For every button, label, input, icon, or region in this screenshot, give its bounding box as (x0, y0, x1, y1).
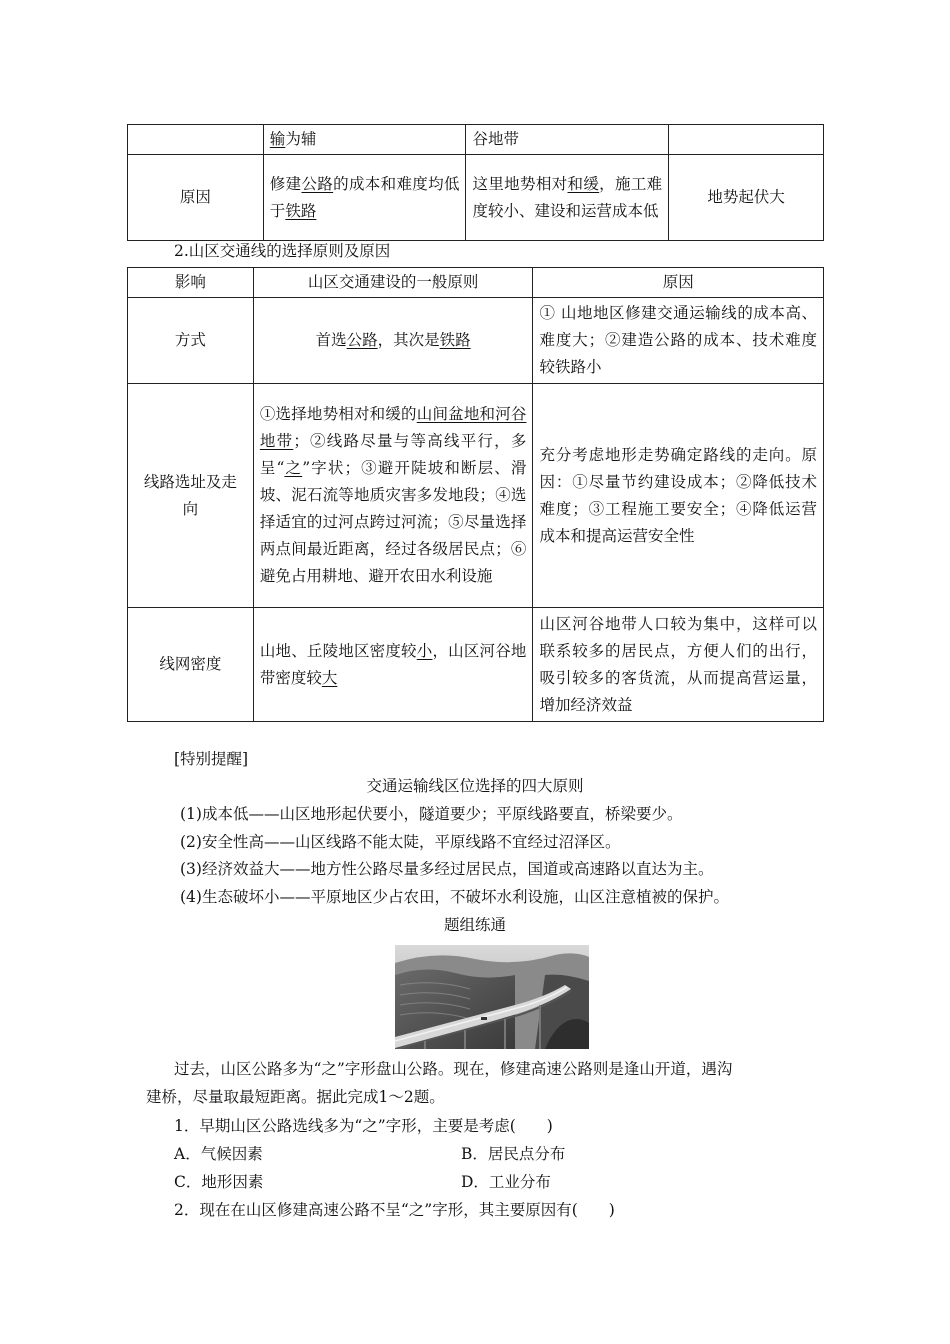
table-cell: ① 山地地区修建交通运输线的成本高、难度大；②建造公路的成本、技术难度较铁路小 (533, 298, 824, 384)
cell-text: 为辅 (285, 130, 317, 148)
table-cell (128, 125, 264, 155)
tip-title: 交通运输线区位选择的四大原则 (366, 777, 584, 795)
table-2 (127, 267, 824, 722)
column-header: 影响 (128, 268, 254, 298)
underlined-term: 铁路 (285, 201, 317, 220)
underlined-term: 公路 (346, 331, 378, 349)
table-cell: 山区河谷地带人口较为集中，这样可以联系较多的居民点，方便人们的出行，吸引较多的客货流，从而提高营运量，增加经济效益 (533, 608, 824, 722)
table-cell: 山地、丘陵地区密度较小，山区河谷地带密度较大 (253, 608, 533, 722)
table-cell: ①选择地势相对和缓的山间盆地和河谷地带；②线路尽量与等高线平行，多呈“之”字状；③避开陡坡和断层、滑坡、泥石流等地质灾害多发地段；④选择适宜的过河点跨过河流；⑤尽量选择两点间最近距离，经过各级居民点；⑥避免占用耕地、避开农田水利设施 (253, 384, 533, 608)
tip-item: (3)经济效益大——地方性公路尽量多经过居民点，国道或高速路以直达为主。 (180, 860, 714, 878)
table-cell: 充分考虑地形走势确定路线的走向。原因：①尽量节约建设成本；②降低技术难度；③工程施工要安全；④降低运营成本和提高运营安全性 (533, 384, 824, 608)
row-label: 方式 (128, 298, 254, 384)
highway-photo (395, 945, 589, 1049)
table-row (128, 298, 824, 384)
table-cell (669, 125, 824, 155)
row-label: 原因 (128, 155, 264, 241)
section-title: 2.山区交通线的选择原则及原因 (174, 242, 391, 260)
practice-title: 题组练通 (443, 916, 506, 934)
option-b: B．居民点分布 (461, 1145, 566, 1163)
table-row (128, 125, 824, 155)
underlined-term: 输 (269, 130, 286, 148)
tip-item: (1)成本低——山区地形起伏要小，隧道要少；平原线路要直，桥梁要少。 (180, 805, 683, 823)
underlined-term: 小 (416, 641, 433, 660)
row-label: 线路选址及走向 (128, 384, 254, 608)
option-a: A．气候因素 (174, 1145, 263, 1163)
tip-label: [特别提醒] (174, 750, 249, 768)
tip-item: (2)安全性高——山区线路不能太陡，平原线路不宜经过沼泽区。 (180, 833, 621, 851)
tip-item: (4)生态破坏小——平原地区少占农田，不破坏水利设施，山区注意植被的保护。 (180, 888, 729, 906)
underlined-term: 和缓 (567, 174, 600, 193)
option-c: C．地形因素 (174, 1173, 264, 1191)
underlined-term: 公路 (301, 174, 334, 193)
table-cell: 这里地势相对和缓，施工难度较小、建设和运营成本低 (466, 155, 669, 241)
highway-illustration (395, 945, 589, 1049)
table-cell (263, 125, 466, 155)
table-cell: 首选公路，其次是铁路 (253, 298, 533, 384)
table-cell: 谷地带 (466, 125, 669, 155)
underlined-term: 之 (284, 459, 303, 477)
table-1 (127, 124, 824, 241)
question-stem: 2．现在在山区修建高速公路不呈“之”字形，其主要原因有( ) (174, 1201, 615, 1219)
question-stem: 1．早期山区公路选线多为“之”字形，主要是考虑( ) (174, 1117, 553, 1135)
passage-text: 过去，山区公路多为“之”字形盘山公路。现在，修建高速公路则是逢山开道，遇沟 (174, 1060, 733, 1078)
option-d: D．工业分布 (461, 1173, 551, 1191)
row-label: 线网密度 (128, 608, 254, 722)
table-row (128, 608, 824, 722)
underlined-term: 山间盆地和河谷地带 (259, 405, 527, 450)
table-row (128, 384, 824, 608)
table-header-row (128, 268, 824, 298)
underlined-term: 大 (321, 668, 338, 687)
table-cell: 修建公路的成本和难度均低于铁路 (263, 155, 466, 241)
underlined-term: 铁路 (439, 331, 471, 349)
table-cell: 地势起伏大 (669, 155, 824, 241)
column-header: 山区交通建设的一般原则 (253, 268, 533, 298)
table-row (128, 155, 824, 241)
column-header: 原因 (533, 268, 824, 298)
passage-text: 建桥，尽量取最短距离。据此完成1～2题。 (146, 1088, 445, 1106)
